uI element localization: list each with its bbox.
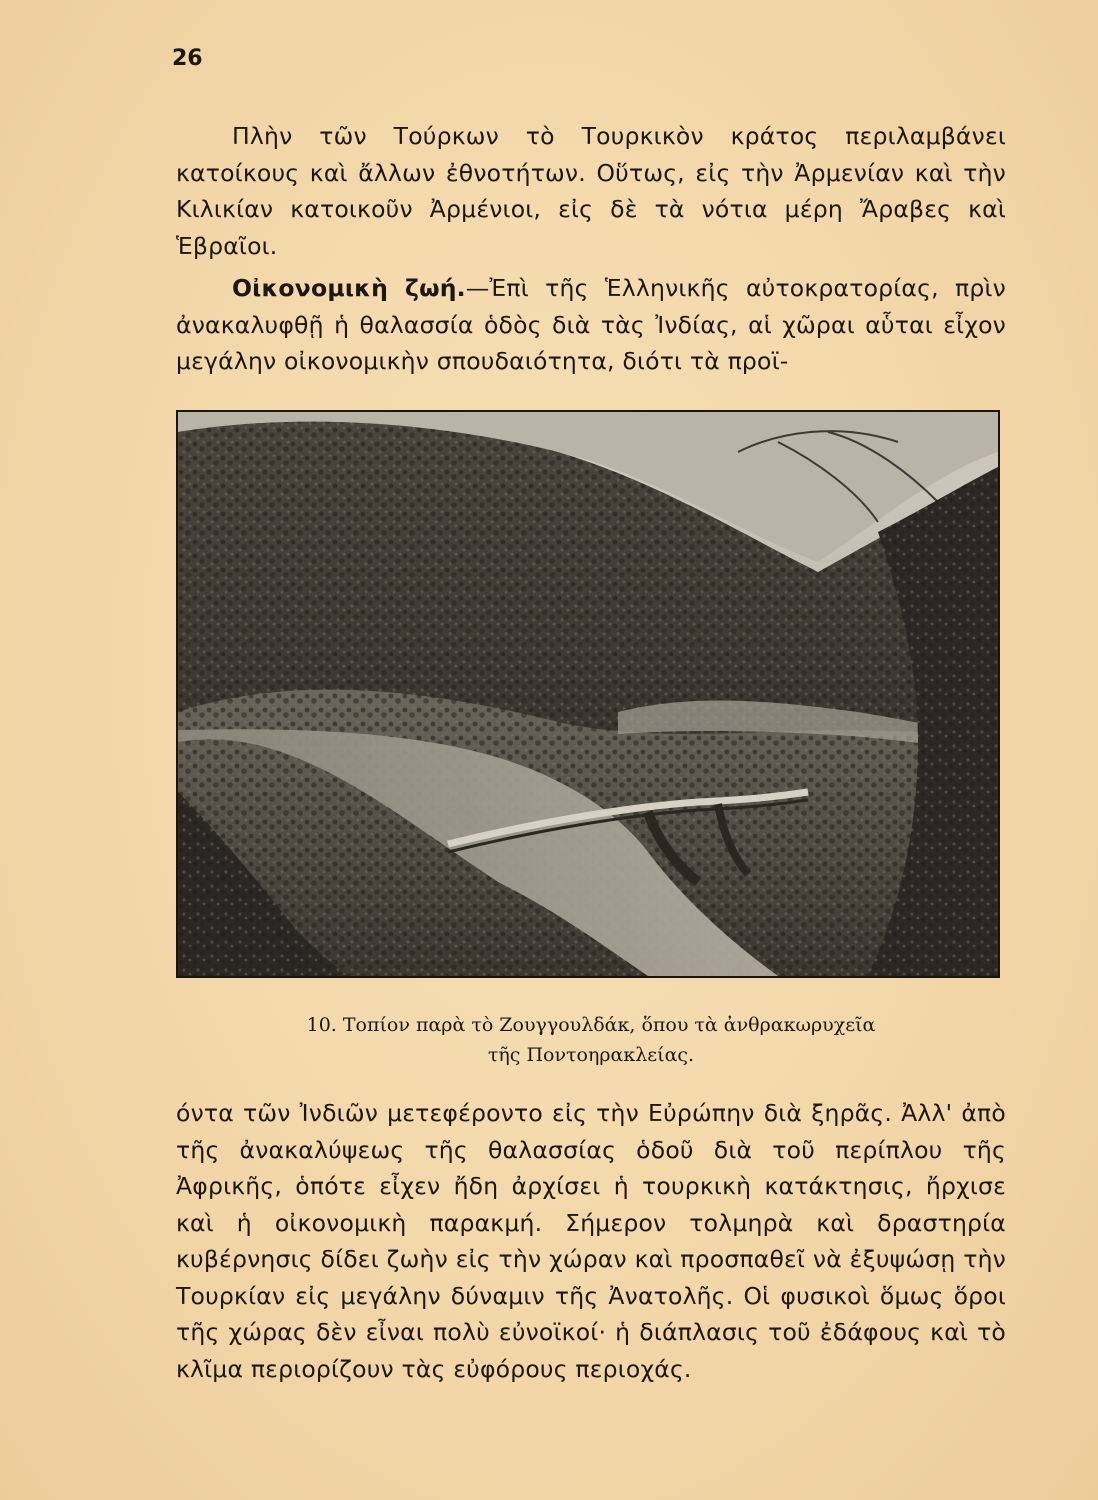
paragraph-economic-life-body: —Ἐπὶ τῆς Ἑλληνικῆς αὐτοκρατορίας, πρὶν ἀνακαλυφθῇ ἡ θαλασσία ὁδὸς διὰ τὰς Ἰνδίας, αἱ χῶραι αὗται εἶχον μεγάλην οἰκονομικὴν σπουδαιότητα, διότι τὰ προϊ- bbox=[176, 274, 1006, 375]
figure-caption-line-2: τῆς Ποντοηρακλείας. bbox=[487, 1044, 695, 1066]
paragraph-decline-and-modern: όντα τῶν Ἰνδιῶν μετεφέροντο εἰς τὴν Εὐρώπην διὰ ξηρᾶς. Ἀλλ' ἀπὸ τῆς ἀνακαλύψεως τῆς θαλασσίας ὁδοῦ διὰ τοῦ περίπλου τῆς Ἀφρικῆς, ὁπότε εἶχεν ἤδη ἀρχίσει ἡ τουρκικὴ κατάκτησις, ἤρχισε καὶ ἡ οἰκονομικὴ παρακμή. Σήμερον τολμηρὰ καὶ δραστηρία κυβέρνησις δίδει ζωὴν εἰς τὴν χώραν καὶ προσπαθεῖ νὰ ἐξυψώσῃ τὴν Τουρκίαν εἰς μεγάλην δύναμιν τῆς Ἀνατολῆς. Οἱ φυσικοὶ ὅμως ὅροι τῆς χώρας δὲν εἶναι πολὺ εὐνοϊκοί· ἡ διάπλασις τοῦ ἐδάφους καὶ τὸ κλῖμα περιορίζουν τὰς εὐφόρους περιοχάς. bbox=[176, 1099, 1006, 1383]
landscape-photo bbox=[176, 410, 1000, 978]
paragraph-economic-life bbox=[176, 270, 1006, 380]
landscape-photo-drawing bbox=[178, 412, 998, 976]
paragraph-population: Πλὴν τῶν Τούρκων τὸ Τουρκικὸν κράτος περιλαμβάνει κατοίκους καὶ ἄλλων ἐθνοτήτων. Οὕτως, εἰς τὴν Ἀρμενίαν καὶ τὴν Κιλικίαν κατοικοῦν Ἀρμένιοι, εἰς δὲ τὰ νότια μέρη Ἄραβες καὶ Ἑβραῖοι. bbox=[176, 122, 1006, 260]
section-heading-economic-life: Οἰκονομικὴ ζωή. bbox=[232, 274, 466, 302]
page-number: 26 bbox=[172, 46, 203, 71]
figure-caption-line-1: 10. Τοπίον παρὰ τὸ Ζουγγουλδάκ, ὅπου τὰ ἀνθρακωρυχεῖα bbox=[306, 1014, 876, 1036]
